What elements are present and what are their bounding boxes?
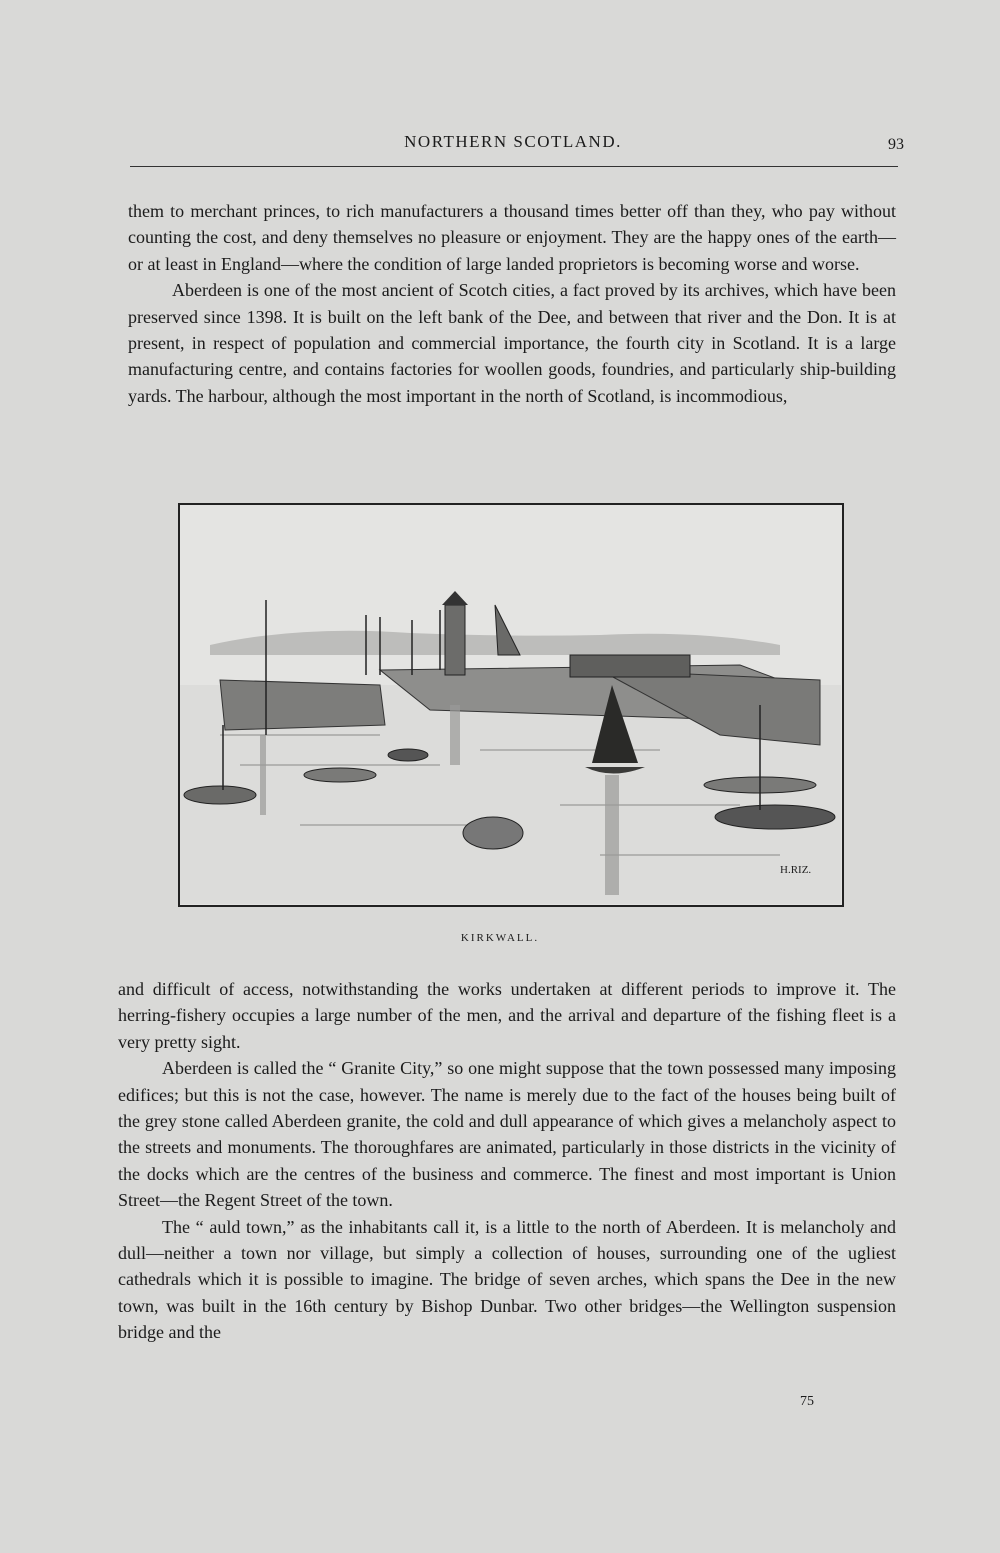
rowing-boat xyxy=(304,768,376,782)
artist-mark: H.RIZ. xyxy=(780,864,812,876)
lighthouse-cap xyxy=(442,591,468,605)
page-number: 93 xyxy=(888,136,904,153)
rowing-boat xyxy=(388,749,428,761)
distant-sail xyxy=(495,605,520,655)
distant-hills xyxy=(210,631,780,655)
paragraph: The “ auld town,” as the inhabitants call it, is a little to the north of Aberdeen. It is melancholy and dull—neither a town nor village, but simply a collection of houses, surrounding one of the ugliest cathedrals which it is possible to imagine. The bridge of seven arches, which spans the Dee in the new town, was built in the 16th century by Bishop Dunbar. Two other bridges—the Wellington suspension bridge and the xyxy=(118,1216,896,1343)
text-block-bottom xyxy=(118,976,896,1346)
left-pier xyxy=(220,680,385,730)
paragraph: Aberdeen is called the “ Granite City,” so one might suppose that the town possessed many imposing edifices; but this is not the case, however. The name is merely due to the fact of the houses being built of the grey stone called Aberdeen granite, the cold and dull appearance of which gives a melancholy aspect to the streets and monuments. The thoroughfares are animated, particularly in those districts in the vicinity of the docks which are the centres of the business and commerce. The finest and most important is Union Street—the Regent Street of the town. xyxy=(118,1058,896,1211)
paragraph: them to merchant princes, to rich manufacturers a thousand times better off than they, who pay without counting the cost, and deny themselves no pleasure or enjoyment. They are the happy ones of the earth—or at least in England—where the condition of large landed proprietors is becoming worse and worse. xyxy=(128,201,896,274)
running-head xyxy=(128,132,904,156)
paragraph: Aberdeen is one of the most ancient of Scotch cities, a fact proved by its archives, which have been preserved since 1398. It is built on the left bank of the Dee, and between that river and the Don. It is at present, in respect of population and commercial importance, the fourth city in Scotland. It is a large manufacturing centre, and contains factories for woollen goods, foundries, and particularly ship-building yards. The harbour, although the most important in the north of Scotland, is incommodious, xyxy=(128,280,896,406)
paragraph: and difficult of access, notwithstanding the works undertaken at different periods to improve it. The herring-fishery occupies a large number of the men, and the arrival and departure of the fishing fleet is a very pretty sight. xyxy=(118,979,896,1052)
harbour-shed xyxy=(570,655,690,677)
sailing-boat xyxy=(715,805,835,829)
header-rule xyxy=(130,166,898,167)
harbour-scene xyxy=(180,505,841,904)
text-block-top xyxy=(128,198,896,409)
running-title: NORTHERN SCOTLAND. xyxy=(404,132,622,151)
lighthouse xyxy=(445,605,465,675)
illustration-caption: KIRKWALL. xyxy=(460,932,540,944)
rowing-boat xyxy=(184,786,256,804)
signature-number: 75 xyxy=(800,1394,814,1409)
rowing-boat xyxy=(463,817,523,849)
harbour-engraving xyxy=(178,503,844,907)
